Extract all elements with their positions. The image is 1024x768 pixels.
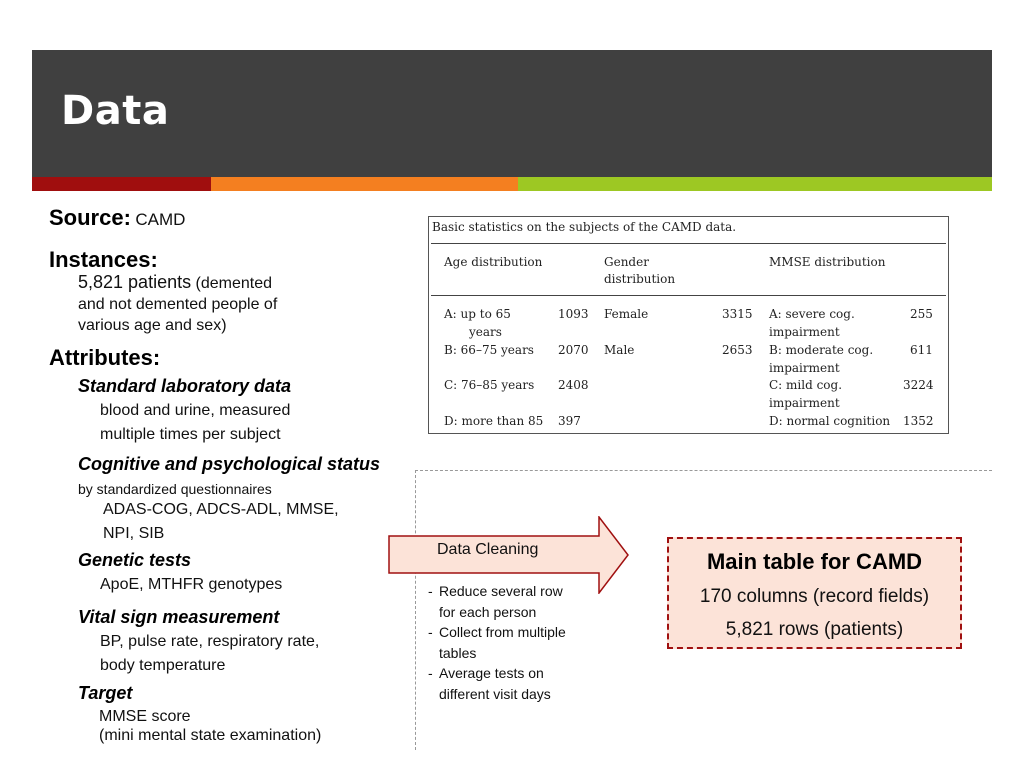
table-rule-top	[431, 243, 946, 244]
row-a-age: A: up to 65	[444, 307, 511, 321]
row-b-mmse-2: impairment	[769, 361, 840, 375]
row-d-age-n: 397	[558, 414, 581, 428]
instances-desc-1: (demented	[195, 275, 273, 292]
accent-stripe-red	[32, 177, 211, 191]
lab-title: Standard laboratory data	[78, 376, 292, 396]
lab-line1: blood and urine, measured	[100, 402, 291, 419]
cleaning-notes	[428, 581, 566, 704]
main-table-columns: 170 columns (record fields)	[699, 586, 930, 607]
row-b-gender-n: 2653	[722, 343, 753, 357]
note-1-line1: Reduce several row	[439, 583, 563, 599]
row-a-mmse-n: 255	[910, 307, 933, 321]
main-table-rows: 5,821 rows (patients)	[725, 619, 904, 640]
row-a-age-n: 1093	[558, 307, 589, 321]
row-c-age: C: 76–85 years	[444, 378, 535, 392]
row-c-mmse-n: 3224	[903, 378, 934, 392]
row-c-age-n: 2408	[558, 378, 589, 392]
instances-label: Instances:	[49, 247, 158, 272]
note-2-cont: tables	[439, 644, 477, 661]
row-c-mmse-2: impairment	[769, 396, 840, 410]
note-1	[428, 581, 566, 602]
row-a-mmse-2: impairment	[769, 325, 840, 339]
source-value: CAMD	[135, 210, 186, 229]
instances-desc-2: and not demented people of	[78, 296, 278, 313]
cog-title: Cognitive and psychological status	[78, 454, 381, 474]
slide-header	[32, 50, 992, 177]
source-line	[49, 205, 185, 231]
row-a-mmse: A: severe cog.	[769, 307, 855, 321]
row-b-mmse-n: 611	[910, 343, 933, 357]
row-b-gender: Male	[604, 343, 635, 357]
note-2-line1: Collect from multiple	[439, 624, 566, 640]
slide-title: Data	[61, 88, 170, 134]
note-1-dash: -	[428, 583, 433, 599]
vital-line2: body temperature	[100, 657, 226, 674]
cog-line2: NPI, SIB	[103, 525, 165, 542]
vertical-divider	[415, 470, 416, 750]
source-label: Source:	[49, 205, 131, 230]
header-age: Age distribution	[444, 255, 543, 269]
instances-desc-3: various age and sex)	[78, 317, 227, 334]
instances-line1	[78, 272, 272, 293]
note-3-cont: different visit days	[439, 685, 551, 702]
note-2-dash: -	[428, 624, 433, 640]
row-a-gender: Female	[604, 307, 649, 321]
header-gender-2: distribution	[604, 272, 676, 286]
table-caption: Basic statistics on the subjects of the CAMD data.	[432, 220, 737, 234]
horizontal-divider	[415, 470, 992, 471]
row-d-mmse: D: normal cognition	[769, 414, 891, 428]
cog-note: by standardized questionnaires	[78, 481, 272, 497]
accent-stripe-green	[518, 177, 992, 191]
vital-line1: BP, pulse rate, respiratory rate,	[100, 633, 320, 650]
lab-line2: multiple times per subject	[100, 426, 281, 443]
row-a-age-2: years	[469, 325, 502, 339]
genetic-title: Genetic tests	[78, 550, 192, 570]
accent-stripe-orange	[211, 177, 518, 191]
data-cleaning-label: Data Cleaning	[437, 541, 539, 558]
target-title: Target	[78, 683, 133, 703]
instances-count: 5,821 patients	[78, 272, 192, 292]
main-table-title: Main table for CAMD	[706, 549, 923, 574]
row-b-age: B: 66–75 years	[444, 343, 534, 357]
note-2	[428, 622, 566, 643]
vital-title: Vital sign measurement	[78, 607, 280, 627]
row-d-mmse-n: 1352	[903, 414, 934, 428]
note-1-cont: for each person	[439, 603, 537, 620]
attributes-label: Attributes:	[49, 345, 161, 370]
genetic-line1: ApoE, MTHFR genotypes	[100, 576, 283, 593]
statistics-table	[428, 216, 949, 434]
note-3-dash: -	[428, 665, 433, 681]
row-b-age-n: 2070	[558, 343, 589, 357]
table-rule-header	[431, 295, 946, 296]
target-line1: MMSE score	[99, 708, 191, 725]
row-b-mmse: B: moderate cog.	[769, 343, 874, 357]
note-3	[428, 663, 566, 684]
note-3-line1: Average tests on	[439, 665, 544, 681]
header-mmse: MMSE distribution	[769, 255, 886, 269]
header-gender-1: Gender	[604, 255, 649, 269]
cog-line1: ADAS-COG, ADCS-ADL, MMSE,	[103, 501, 339, 518]
row-c-mmse: C: mild cog.	[769, 378, 843, 392]
main-table-box	[667, 537, 962, 649]
target-line2: (mini mental state examination)	[99, 727, 322, 744]
row-d-age: D: more than 85	[444, 414, 544, 428]
row-a-gender-n: 3315	[722, 307, 753, 321]
